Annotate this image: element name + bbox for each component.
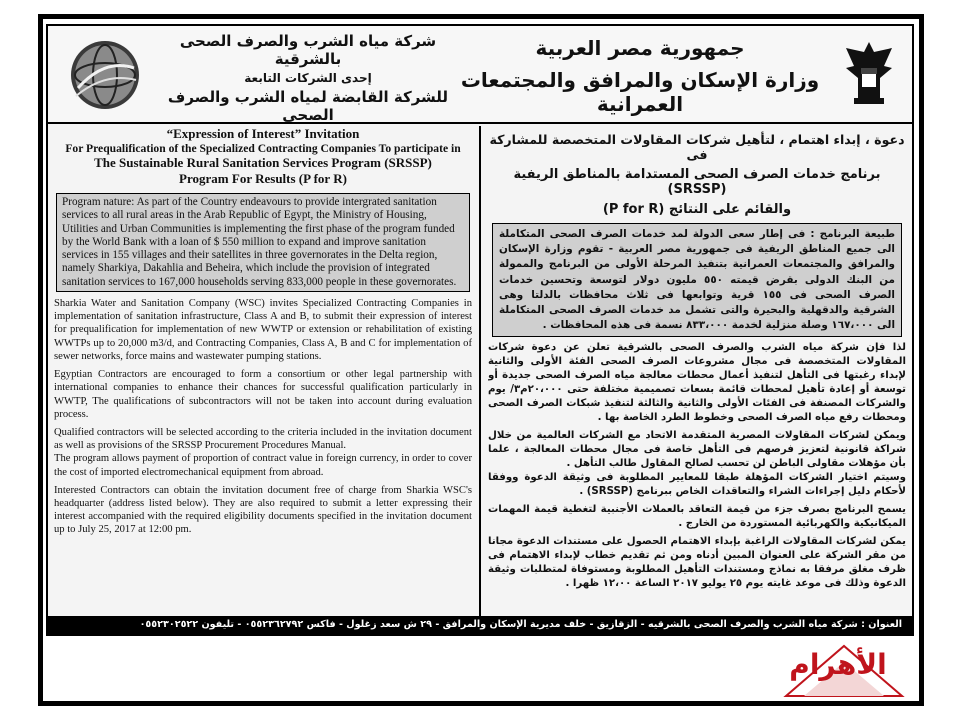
arabic-title-3: والقائم على النتائج (P for R)	[602, 202, 792, 217]
column-divider	[479, 126, 481, 620]
english-deadline-paragraph: Interested Contractors can obtain the invitation document free of charge from Sharkia WSC's headquarter (address listed below). They are also required to submit a letter expressing their interest accompanied with the required eligibility documents specified in the invitation document up to July 25, 2017 at 12:00 pm.	[54, 484, 472, 536]
eagle-emblem-icon	[840, 38, 898, 108]
arabic-program-nature: طبيعة البرنامج : فى إطار سعى الدولة لمد خدمات الصرف الصحى المتكاملة الى جميع المناطق الريفية فى جمهورية مصر العربية - تقوم وزارة الإسكان والمرافق والمجتمعات العمرانية بتنفيذ المرحلة الأولى من البرنامج والممولة من البنك الدولى بقرض قيمته ٥٥٠ مليون دولار لتوسعة وتحسين خدمات الصرف الصحى فى ١٥٥ قرية وتوابعها فى ثلاث محافظات بالدلتا وهى الشرقية والدقهلية والبحيرة والتى تشمل مد خدمات الصرف الصحى المتكاملة الى ١٦٧،٠٠٠ وصلة منزلية لخدمة ٨٣٣،٠٠٠ نسمة فى هذه المحافظات .	[492, 223, 902, 337]
arabic-title-1: دعوة ، إبداء اهتمام ، لتأهيل شركات المقاولات المتخصصة للمشاركة فى	[489, 132, 905, 162]
english-paragraph: The program allows payment of proportion of contract value in foreign currency, in order to cover the cost of imported electromechanical equipment from abroad.	[54, 453, 472, 478]
arabic-column	[488, 126, 906, 620]
company-header	[148, 32, 468, 124]
arabic-paragraph: ويمكن لشركات المقاولات المصرية المتقدمة الاتحاد مع الشركات العالمية من خلال شراكة قانونية لتعزيز فرصهم فى التأهل خاصة فى مجال محطات المعالجة ، علما بأن مؤهلات مقاولى الباطن لن تحسب لصالح المقاول طالب التأهل .	[488, 430, 906, 470]
globe-logo-icon	[68, 38, 142, 112]
english-column	[54, 126, 472, 620]
company-name: شركة مياه الشرب والصرف الصحى بالشرقية	[179, 32, 437, 68]
ministry-header	[450, 32, 830, 116]
english-paragraph: Egyptian Contractors are encouraged to form a consortium or other legal partnership with international companies to enhance their chances for successful qualification particularly in WWTP, The qualifications of subcontractors will not be taken into account during evaluation process.	[54, 369, 472, 420]
arabic-paragraph: يسمح البرنامج بصرف جزء من قيمة التعاقد بالعملات الأجنبية لتغطية قيمة المهمات الميكانيكية والكهربائية المستوردة من الخارج .	[488, 504, 906, 530]
country-name: جمهورية مصر العربية	[535, 36, 745, 60]
english-paragraph: Sharkia Water and Sanitation Company (WSC) invites Specialized Contracting Companies in implementation of sanitation infrastructure, Class A and B, to submit their expression of interest for prequalification for implementation of new WWTP or extension or rehabilitation of existing WWTPs up to 20,000 m3/d, and Contracting Companies, Class A, B and C for implementation of sewer networks, force mains and wastewater pumping stations.	[54, 298, 472, 362]
english-title-1: “Expression of Interest” Invitation	[166, 126, 360, 141]
ad-header	[48, 26, 912, 124]
newspaper-logo-text: الأهرام	[789, 648, 887, 681]
arabic-paragraph: وسيتم اختيار الشركات المؤهلة طبقا للمعايير المطلوبة فى وثيقة الدعوة ووفقا لأحكام دليل إجراءات الشراء والتعاقدات الخاص ببرنامج (SRSSP) .	[488, 472, 906, 498]
advertisement	[46, 24, 914, 636]
english-title-2: For Prequalification of the Specialized Contracting Companies To participate in	[65, 142, 461, 155]
english-program-nature: Program nature: As part of the Country endeavours to provide intergrated sanitation services to all rural areas in the Arab Republic of Egypt, the Ministry of Housing, Utilities and Urban Communities is implementing the first phase of the program funded by the World Bank with a loan of $ 550 million to expand and improve sanitation services in 155 villages and their satellites in three governorates in the Delta region, namely Sharkiya, Dakahlia and Beheira, which include the provision of integrated sanitation services to 167,000 households serving 833,000 people in these governorates.	[56, 193, 470, 292]
holding-company-name: للشركة القابضة لمياه الشرب والصرف الصحى	[167, 88, 449, 124]
arabic-deadline-paragraph: يمكن لشركات المقاولات الراغبة بإبداء الاهتمام الحصول على مستندات الدعوة مجانا من مقر الشركة على العنوان المبين أدناه ومن ثم تقديم خطاب لإبداء الاهتمام فى ظرف مغلق مرفقا به نماذج ومستندات التأهيل المطلوبة ومستوفاة لمتطلبات وثيقة الدعوة وذلك فى موعد غايته يوم ٢٥ يوليو ٢٠١٧ الساعة ١٢،٠٠ ظهرا .	[488, 536, 906, 590]
company-subtitle: إحدى الشركات التابعة	[244, 71, 372, 85]
english-paragraph: Qualified contractors will be selected according to the criteria included in the invitation document as well as provisions of the SRSSP Procurement Procedures Manual.	[54, 426, 472, 452]
arabic-title-2: برنامج خدمات الصرف الصحى المستدامة بالمناطق الريفية (SRSSP)	[513, 167, 881, 197]
english-title-4: Program For Results (P for R)	[179, 171, 347, 186]
ministry-name: وزارة الإسكان والمرافق والمجتمعات العمرانية	[460, 68, 820, 116]
address-footer: العنوان : شركة مياه الشرب والصرف الصحى بالشرقيه - الزقازيق - خلف مديرية الإسكان والمرافق - ٢٩ ش سعد زغلول - فاكس ٠٥٥٢٣٦٢٧٩٢ - تليفون ٠٥٥٢٣٠٢٥٢٢	[48, 616, 912, 634]
english-title-3: The Sustainable Rural Sanitation Services Program (SRSSP)	[94, 155, 432, 170]
arabic-paragraph: لذا فإن شركة مياه الشرب والصرف الصحى بالشرقية تعلن عن دعوة شركات المقاولات المتخصصة فى مجال مشروعات الصرف الصحى الفئة الأولى والثانية لإبداء رغبتها فى التأهل لتنفيذ أعمال محطات معالجة مياه الصرف الصحى جديدة أو توسعة أو إعادة تأهيل لمحطات قائمة بسعات تصميمية مختلفة حتى ٢٠،٠٠٠م٣/ يوم والشركات المصنفة فى الفئات الأولى والثانية والثالثة لتنفيذ شبكات الصرف الصحى ومحطات رفع مياه الصرف الصحى وخطوط الطرد الخاصة بها .	[488, 342, 906, 424]
